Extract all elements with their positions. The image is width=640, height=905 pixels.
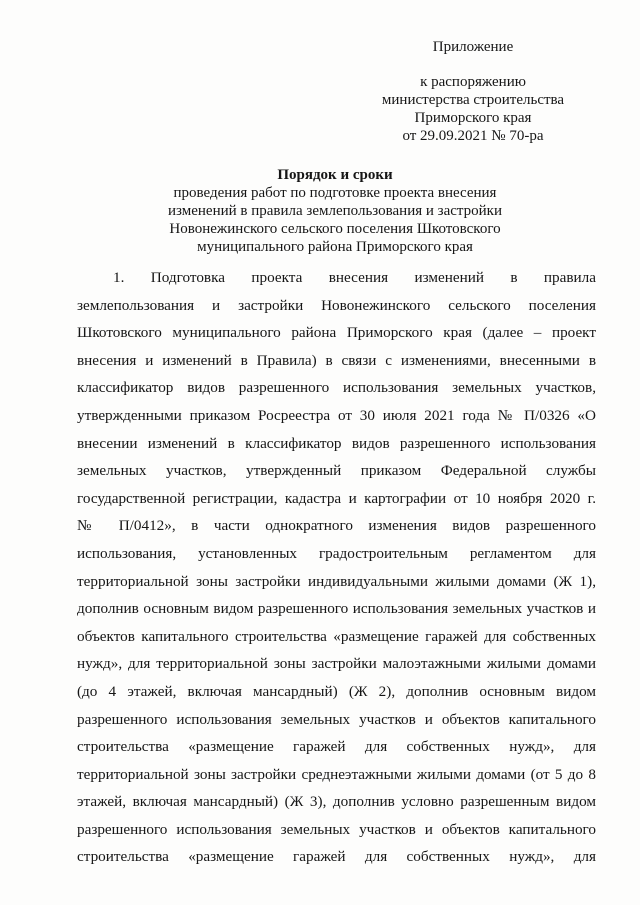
document-title: Порядок и сроки <box>277 167 393 183</box>
paragraph-line: разрешенного использования земельных участков и объектов капитального <box>77 710 596 728</box>
document-subtitle-line: муниципального района Приморского края <box>197 239 473 255</box>
paragraph-line: утвержденными приказом Росреестра от 30 июля 2021 года № П/0326 «О <box>77 406 596 424</box>
paragraph-line: разрешенного использования земельных участков и объектов капитального <box>77 820 596 838</box>
paragraph-line: этажей, включая мансардный) (Ж 3), дополнив условно разрешенным видом <box>77 793 596 811</box>
paragraph-line: строительства «размещение гаражей для собственных нужд», для <box>77 848 596 866</box>
paragraph-1 <box>77 264 596 871</box>
paragraph-line: Шкотовского муниципального района Приморского края (далее – проект <box>77 324 596 342</box>
paragraph-line: земельных участков, утвержденный приказом Федеральной службы <box>77 462 596 480</box>
document-subtitle-line: проведения работ по подготовке проекта внесения <box>173 185 497 201</box>
paragraph-line: № П/0412», в части однократного изменения видов разрешенного <box>77 517 596 535</box>
document-subtitle-line: Новонежинского сельского поселения Шкотовского <box>169 221 501 237</box>
appendix-label: Приложение <box>432 39 514 55</box>
paragraph-line: внесения и изменений в Правила) в связи с изменениями, внесенными в <box>77 351 596 369</box>
document-subtitle-line: изменений в правила землепользования и застройки <box>168 203 502 219</box>
appendix-line: Приморского края <box>414 110 532 126</box>
paragraph-line: строительства «размещение гаражей для собственных нужд», для <box>77 738 596 756</box>
appendix-date-number: от 29.09.2021 № 70-ра <box>402 128 544 144</box>
paragraph-line: территориальной зоны застройки среднеэтажными жилыми домами (от 5 до 8 <box>77 765 596 783</box>
appendix-line: к распоряжению <box>420 74 526 90</box>
paragraph-line: классификатор видов разрешенного использования земельных участков, <box>77 379 596 397</box>
paragraph-line: землепользования и застройки Новонежинского сельского поселения <box>77 296 596 314</box>
paragraph-line: использования, установленных градостроительным регламентом для <box>77 544 596 562</box>
document-title-block <box>80 166 590 256</box>
appendix-gap <box>368 56 578 73</box>
paragraph-line: объектов капитального строительства «размещение гаражей для собственных <box>77 627 596 645</box>
paragraph-line: государственной регистрации, кадастра и картографии от 10 ноября 2020 г. <box>77 489 596 507</box>
paragraph-line: территориальной зоны застройки индивидуальными жилыми домами (Ж 1), <box>77 572 596 590</box>
paragraph-line: дополнив основным видом разрешенного использования земельных участков и <box>77 600 596 618</box>
paragraph-line: нужд», для территориальной зоны застройки малоэтажными жилыми домами <box>77 655 596 673</box>
paragraph-line: внесении изменений в классификатор видов разрешенного использования <box>77 434 596 452</box>
appendix-header <box>368 38 578 145</box>
paragraph-line: 1. Подготовка проекта внесения изменений в правила <box>113 269 596 286</box>
appendix-line: министерства строительства <box>381 92 565 108</box>
paragraph-line: (до 4 этажей, включая мансардный) (Ж 2), дополнив основным видом <box>77 682 596 700</box>
